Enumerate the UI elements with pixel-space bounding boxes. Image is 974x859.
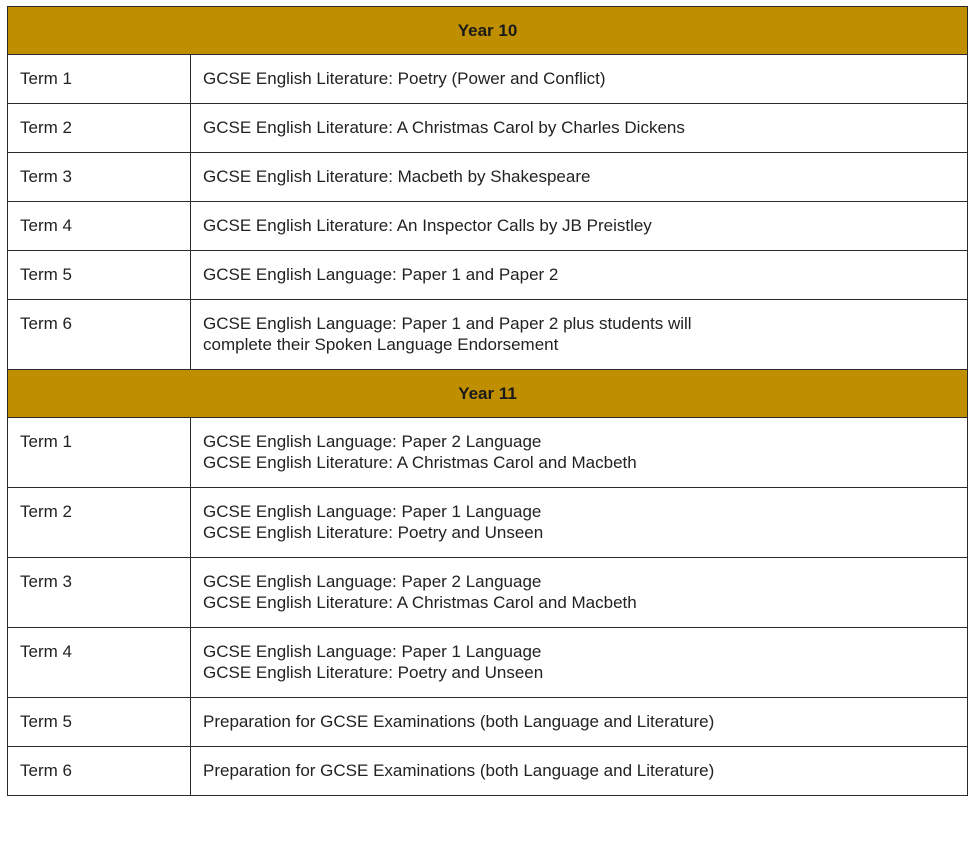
topic-line: GCSE English Literature: A Christmas Carol and Macbeth [203, 593, 637, 612]
table-row [8, 628, 968, 698]
table-row [8, 55, 968, 104]
topic-line: GCSE English Language: Paper 1 Language [203, 642, 542, 661]
topic-cell [191, 251, 968, 300]
topic-line: Preparation for GCSE Examinations (both Language and Literature) [203, 761, 715, 780]
topic-cell [191, 628, 968, 698]
topic-cell [191, 558, 968, 628]
topic-cell [191, 153, 968, 202]
topic-cell [191, 104, 968, 153]
topic-cell [191, 698, 968, 747]
topic-line: GCSE English Literature: A Christmas Carol by Charles Dickens [203, 118, 685, 137]
topic-line: GCSE English Literature: Macbeth by Shakespeare [203, 167, 591, 186]
table-row [8, 418, 968, 488]
table-row [8, 698, 968, 747]
curriculum-table [7, 6, 968, 796]
table-row [8, 153, 968, 202]
table-row [8, 488, 968, 558]
year-11-header-row [8, 370, 968, 418]
topic-line: GCSE English Literature: A Christmas Carol and Macbeth [203, 453, 637, 472]
year-10-heading: Year 10 [8, 7, 968, 55]
table-row [8, 300, 968, 370]
topic-cell [191, 488, 968, 558]
term-label: Term 6 [8, 747, 191, 796]
year-11-heading: Year 11 [8, 370, 968, 418]
table-row [8, 104, 968, 153]
topic-line: complete their Spoken Language Endorsement [203, 335, 559, 354]
table-row [8, 202, 968, 251]
term-label: Term 1 [8, 55, 191, 104]
topic-line: GCSE English Literature: Poetry and Unseen [203, 663, 544, 682]
term-label: Term 2 [8, 488, 191, 558]
topic-line: GCSE English Language: Paper 2 Language [203, 432, 542, 451]
topic-line: GCSE English Literature: An Inspector Calls by JB Preistley [203, 216, 652, 235]
year-10-header-row [8, 7, 968, 55]
topic-cell [191, 300, 968, 370]
term-label: Term 2 [8, 104, 191, 153]
topic-line: GCSE English Language: Paper 1 and Paper 2 plus students will [203, 314, 692, 333]
topic-line: GCSE English Literature: Poetry and Unseen [203, 523, 544, 542]
topic-line: Preparation for GCSE Examinations (both Language and Literature) [203, 712, 715, 731]
term-label: Term 1 [8, 418, 191, 488]
term-label: Term 4 [8, 202, 191, 251]
topic-cell [191, 55, 968, 104]
term-label: Term 3 [8, 558, 191, 628]
term-label: Term 4 [8, 628, 191, 698]
table-row [8, 558, 968, 628]
term-label: Term 5 [8, 698, 191, 747]
topic-cell [191, 418, 968, 488]
term-label: Term 5 [8, 251, 191, 300]
topic-line: GCSE English Language: Paper 2 Language [203, 572, 542, 591]
table-row [8, 747, 968, 796]
topic-line: GCSE English Language: Paper 1 and Paper 2 [203, 265, 559, 284]
topic-line: GCSE English Literature: Poetry (Power and Conflict) [203, 69, 606, 88]
table-row [8, 251, 968, 300]
topic-cell [191, 747, 968, 796]
term-label: Term 3 [8, 153, 191, 202]
term-label: Term 6 [8, 300, 191, 370]
topic-cell [191, 202, 968, 251]
topic-line: GCSE English Language: Paper 1 Language [203, 502, 542, 521]
